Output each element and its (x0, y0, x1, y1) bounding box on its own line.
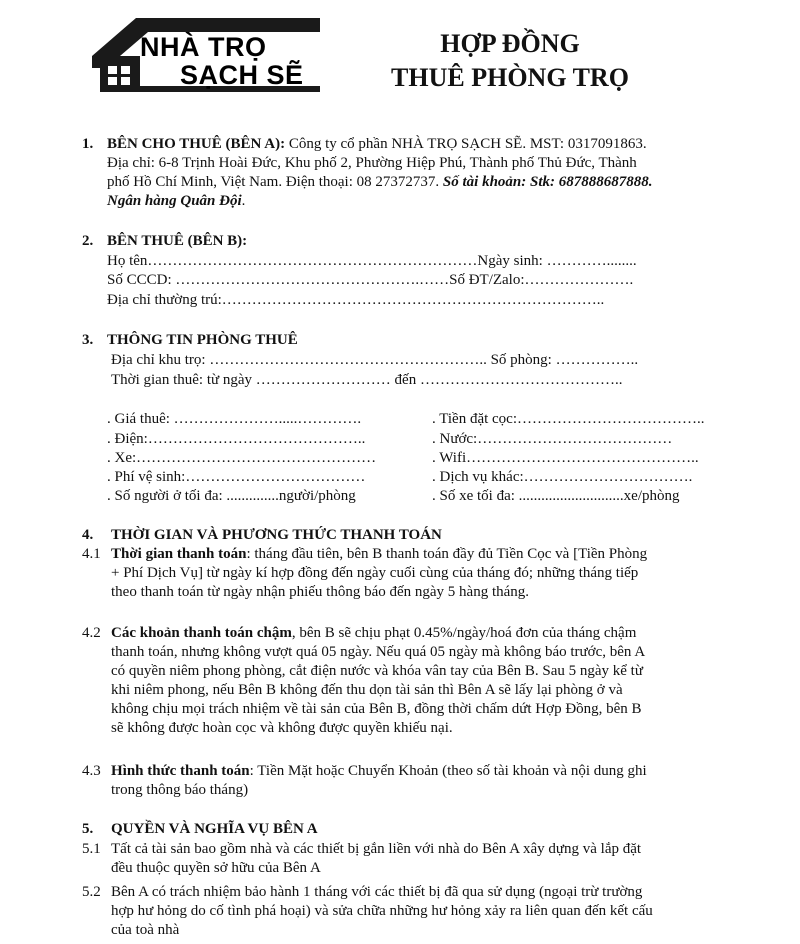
section-2-heading: BÊN THUÊ (BÊN B): (107, 233, 248, 249)
clause-4-1-line-1 (111, 545, 647, 564)
section-4-heading: THỜI GIAN VÀ PHƯƠNG THỨC THANH TOÁN (111, 527, 442, 543)
section-1-line-1 (107, 135, 647, 154)
section-4-number: 4. (82, 527, 94, 543)
clause-5-2-line-1: Bên A có trách nhiệm bảo hành 1 tháng với các thiết bị đã qua sử dụng (ngoại trừ trường (111, 884, 643, 900)
clause-5-2-number: 5.2 (82, 884, 101, 900)
clause-4-1-line-3: theo thanh toán từ ngày nhận phiếu thông báo đến ngày 5 hàng tháng. (111, 584, 530, 600)
clause-5-1-line-1: Tất cả tài sản bao gồm nhà và các thiết bị gắn liền với nhà do Bên A xây dựng và lắp đặt (111, 841, 642, 857)
section-3-electricity: . Điện:…………………………………….. (107, 431, 366, 447)
section-3-rent: . Giá thuê: ………………….....…………. (107, 411, 362, 427)
clause-4-2-line-6: sẽ không được hoàn cọc và không được quyền khiếu nại. (111, 720, 453, 736)
section-3-heading: THÔNG TIN PHÒNG THUÊ (107, 332, 298, 348)
section-1-number: 1. (82, 136, 94, 152)
clause-5-1-number: 5.1 (82, 841, 101, 857)
clause-4-2-line-4: khi niêm phong, nếu Bên B không đến thu dọn tài sản thì Bên A sẽ lấy lại phòng ở và (111, 682, 623, 698)
clause-4-2-line-2: thanh toán, nhưng không vượt quá 05 ngày. Nếu quá 05 ngày mà không báo trước, bên A (111, 644, 646, 660)
clause-4-1-bold: Thời gian thanh toán (111, 546, 247, 562)
section-1-bank: Ngân hàng Quân Đội (107, 193, 242, 209)
section-5-heading: QUYỀN VÀ NGHĨA VỤ BÊN A (111, 821, 318, 837)
section-3-deposit: . Tiền đặt cọc:……………………………….. (432, 411, 705, 427)
section-5-number: 5. (82, 821, 94, 837)
section-3-rental-period: Thời gian thuê: từ ngày ……………………… đến ………………………………….. (111, 372, 623, 388)
clause-4-3-bold: Hình thức thanh toán (111, 763, 250, 779)
logo-text-line1: NHÀ TRỌ (140, 32, 267, 62)
section-1-bank-period: . (241, 193, 246, 209)
section-3-max-vehicles: . Số xe tối đa: ............................xe/phòng (432, 488, 680, 504)
clause-5-1-line-2: đều thuộc quyền sở hữu của Bên A (111, 860, 321, 876)
logo-text-line2: SẠCH SẼ (180, 60, 304, 90)
document-title-line2: THUÊ PHÒNG TRỌ (391, 63, 629, 92)
section-1-line-3 (107, 173, 653, 192)
clause-4-2-line-5: không chịu mọi trách nhiệm về tài sản của Bên B, đồng thời chấm dứt Hợp Đồng, bên B (111, 701, 642, 717)
clause-4-3-number: 4.3 (82, 763, 101, 779)
section-2-address: Địa chỉ thường trú:………………………………………………………………….. (107, 292, 605, 308)
section-3-vehicle: . Xe:………………………………………… (107, 450, 377, 466)
section-1-address: Địa chỉ: 6-8 Trịnh Hoài Đức, Khu phố 2, Phường Hiệp Phú, Thành phố Thủ Đức, Thành (107, 155, 637, 171)
section-3-number: 3. (82, 332, 94, 348)
clause-4-2-line-3: có quyền niêm phong phòng, cắt điện nước và khóa vân tay của Bên B. Sau 5 ngày kể từ (111, 663, 643, 679)
section-3-max-people: . Số người ở tối đa: ..............người/phòng (107, 488, 356, 504)
clause-4-3-text-1: : Tiền Mặt hoặc Chuyển Khoản (theo số tài khoản và nội dung ghi (249, 763, 647, 779)
section-2-id-phone: Số CCCD: ………………………………………….……Số ĐT/Zalo:…………………. (107, 272, 634, 288)
section-1-company: Công ty cổ phần NHÀ TRỌ SẠCH SẼ. MST: 0317091863. (288, 136, 647, 152)
clause-4-3-line-2: trong thông báo tháng) (111, 782, 249, 798)
clause-4-2-text-1: , bên B sẽ chịu phạt 0.45%/ngày/hoá đơn của tháng chậm (291, 625, 637, 641)
section-3-location-room: Địa chỉ khu trọ: ……………………………………………….. Số phòng: …………….. (111, 352, 639, 368)
section-1-heading: BÊN CHO THUÊ (BÊN A): (107, 136, 286, 152)
clause-5-2-line-3: của toà nhà (111, 922, 180, 938)
clause-5-2-line-2: hợp hư hỏng do cố tình phá hoại) và sửa chữa những hư hỏng xảy ra liên quan đến kết cấu (111, 903, 653, 919)
section-1-line-4 (107, 192, 245, 211)
section-2-number: 2. (82, 233, 94, 249)
clause-4-2-bold: Các khoản thanh toán chậm (111, 625, 292, 641)
section-1-phone: phố Hồ Chí Minh, Việt Nam. Điện thoại: 08 27372737. (107, 174, 440, 190)
clause-4-1-line-2: + Phí Dịch Vụ] từ ngày kí hợp đồng đến ngày cuối cùng của tháng đó; những tháng tiếp (111, 565, 639, 581)
clause-4-3-line-1 (111, 762, 647, 781)
section-1-account: Số tài khoản: Stk: 687888687888. (442, 174, 653, 190)
section-3-cleaning-fee: . Phí vệ sinh:……………………………… (107, 469, 366, 485)
document-title-line1: HỢP ĐỒNG (440, 29, 580, 58)
section-3-wifi: . Wifi……………………………………….. (432, 450, 699, 466)
logo (92, 16, 320, 92)
clause-4-1-number: 4.1 (82, 546, 101, 562)
section-2-name-dob: Họ tên…………………………………………………………Ngày sinh: …………........ (107, 253, 637, 269)
clause-4-2-number: 4.2 (82, 625, 101, 641)
clause-4-2-line-1 (111, 624, 636, 643)
section-3-water: . Nước:………………………………… (432, 431, 673, 447)
clause-4-1-text-1: : tháng đầu tiên, bên B thanh toán đầy đủ Tiền Cọc và [Tiền Phòng (246, 546, 648, 562)
section-3-other-services: . Dịch vụ khác:……………………………. (432, 469, 693, 485)
